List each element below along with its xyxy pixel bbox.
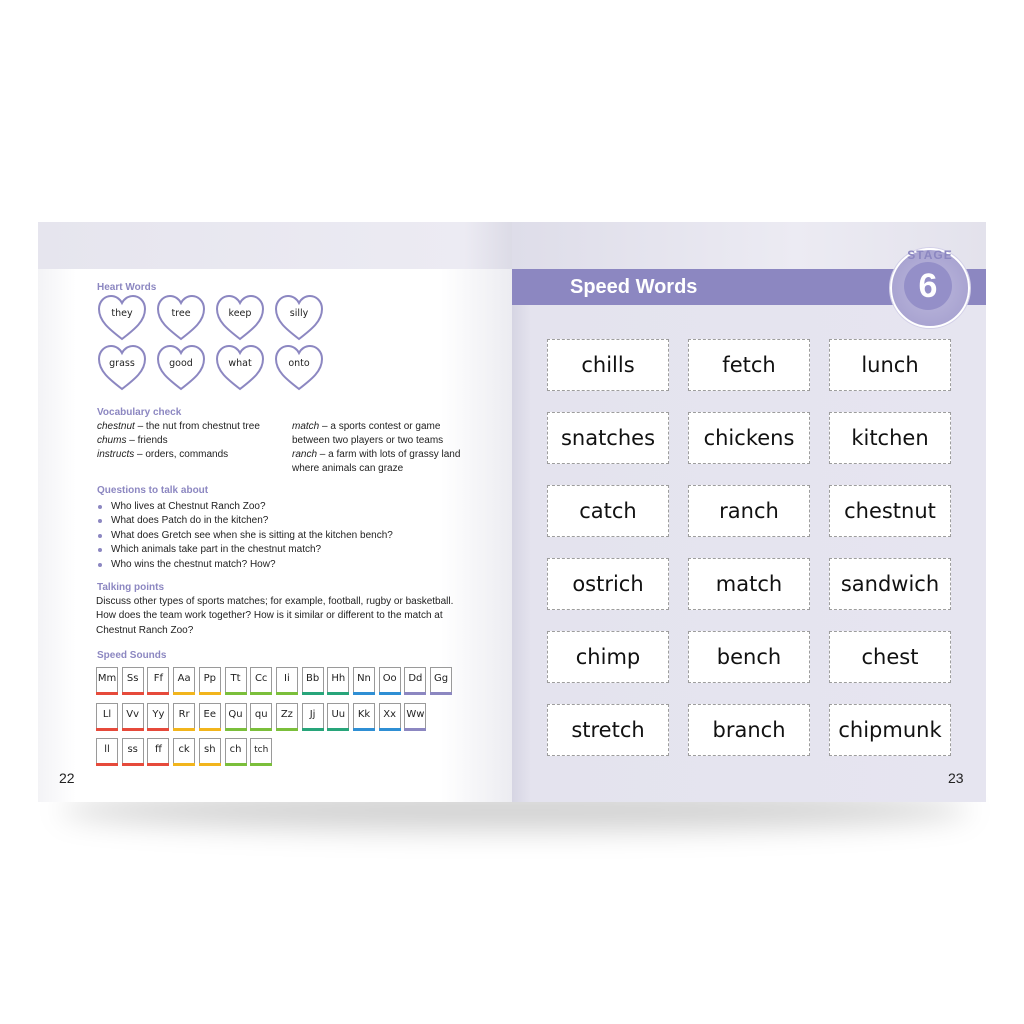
speed-sound-label: Dd — [408, 673, 423, 684]
speed-sound-label: Ii — [284, 673, 290, 684]
speed-sound-label: Ww — [406, 709, 425, 720]
speed-sound-tile — [147, 738, 169, 766]
speed-sounds-title: Speed Sounds — [97, 650, 167, 661]
speed-sound-color-bar — [327, 728, 349, 731]
page-number-left: 22 — [59, 770, 75, 786]
speed-sound-tile — [250, 667, 272, 695]
speed-sound-tile — [173, 667, 195, 695]
speed-sound-tile — [327, 667, 349, 695]
speed-sound-color-bar — [430, 692, 452, 695]
speed-word-card: chest — [829, 631, 951, 683]
speed-sound-label: Nn — [357, 673, 371, 684]
heart-word-label: grass — [109, 358, 135, 369]
speed-sound-label: Aa — [177, 673, 191, 684]
speed-sound-color-bar — [302, 728, 324, 731]
speed-word-card: catch — [547, 485, 669, 537]
open-book — [38, 222, 986, 802]
speed-sound-label: tch — [254, 745, 269, 755]
speed-word-card: sandwich — [829, 558, 951, 610]
speed-word-card: chestnut — [829, 485, 951, 537]
speed-sound-color-bar — [96, 692, 118, 695]
speed-sound-tile — [147, 667, 169, 695]
vocab-term: instructs — [97, 449, 135, 460]
speed-sound-color-bar — [147, 692, 169, 695]
speed-sound-color-bar — [199, 728, 221, 731]
speed-sound-tile — [173, 703, 195, 731]
speed-sound-label: Rr — [178, 709, 190, 720]
speed-sound-label: qu — [254, 709, 268, 720]
speed-sound-tile — [276, 703, 298, 731]
speed-sound-tile — [225, 738, 247, 766]
speed-sound-color-bar — [173, 763, 195, 766]
speed-sound-label: ff — [154, 744, 162, 755]
heart-word — [215, 294, 265, 342]
heart-word — [274, 294, 324, 342]
vocabulary-list-left — [97, 420, 287, 462]
speed-sound-color-bar — [96, 728, 118, 731]
heart-word — [274, 344, 324, 392]
speed-sound-tile — [173, 738, 195, 766]
speed-word-card: ostrich — [547, 558, 669, 610]
vocab-term: chums — [97, 435, 127, 446]
speed-sound-tile — [302, 703, 324, 731]
speed-sound-tile — [225, 667, 247, 695]
heart-word — [97, 344, 147, 392]
speed-sound-color-bar — [353, 692, 375, 695]
questions-title: Questions to talk about — [97, 485, 209, 496]
speed-word-card: stretch — [547, 704, 669, 756]
speed-word-card: chipmunk — [829, 704, 951, 756]
vocab-entry — [97, 434, 287, 448]
speed-sound-color-bar — [173, 692, 195, 695]
speed-sound-color-bar — [379, 728, 401, 731]
vocab-entry — [292, 448, 462, 476]
speed-sound-color-bar — [199, 763, 221, 766]
speed-sound-color-bar — [404, 692, 426, 695]
speed-sound-label: Oo — [382, 673, 397, 684]
speed-sound-tile — [327, 703, 349, 731]
heart-words-title: Heart Words — [97, 282, 157, 293]
vocabulary-list-right — [292, 420, 462, 476]
speed-sound-color-bar — [199, 692, 221, 695]
question-item: Who lives at Chestnut Ranch Zoo? — [96, 500, 466, 514]
speed-word-card: chickens — [688, 412, 810, 464]
speed-sound-label: Uu — [331, 709, 346, 720]
speed-word-card: chills — [547, 339, 669, 391]
question-item: Which animals take part in the chestnut match? — [96, 543, 466, 557]
speed-sound-label: ss — [127, 744, 138, 755]
speed-sound-label: Pp — [203, 673, 216, 684]
heart-word-label: tree — [171, 308, 191, 319]
speed-sound-tile — [379, 703, 401, 731]
heart-word-label: what — [228, 358, 252, 369]
speed-sound-color-bar — [225, 692, 247, 695]
speed-sound-color-bar — [250, 692, 272, 695]
vocab-term: match — [292, 421, 320, 432]
speed-word-card: fetch — [688, 339, 810, 391]
speed-sound-tile — [122, 667, 144, 695]
speed-sound-color-bar — [250, 728, 272, 731]
speed-word-card: branch — [688, 704, 810, 756]
question-item: Who wins the chestnut match? How? — [96, 558, 466, 572]
speed-sound-tile — [199, 667, 221, 695]
speed-word-card: snatches — [547, 412, 669, 464]
stage-label: STAGE — [907, 248, 953, 262]
speed-sound-tile — [250, 738, 272, 766]
heart-word-label: good — [169, 358, 193, 369]
speed-sound-color-bar — [250, 763, 272, 766]
heart-word-label: keep — [228, 308, 252, 319]
heart-word — [97, 294, 147, 342]
question-item: What does Patch do in the kitchen? — [96, 514, 466, 528]
speed-word-card: kitchen — [829, 412, 951, 464]
speed-sound-label: sh — [204, 744, 216, 755]
speed-sound-color-bar — [147, 763, 169, 766]
speed-sound-tile — [122, 703, 144, 731]
talking-points-text: Discuss other types of sports matches; for example, football, rugby or basketball. How does the team work together? How is it similar or different to the match at Chestnut Ranch Zoo? — [96, 596, 454, 636]
speed-sound-color-bar — [379, 692, 401, 695]
question-item: What does Gretch see when she is sitting at the kitchen bench? — [96, 529, 466, 543]
speed-sound-tile — [225, 703, 247, 731]
speed-sound-tile — [276, 667, 298, 695]
speed-sound-tile — [353, 703, 375, 731]
speed-sound-label: Tt — [230, 673, 241, 684]
speed-sound-label: ch — [229, 744, 242, 755]
speed-sound-label: Ss — [126, 673, 139, 684]
heart-word-label: onto — [288, 358, 310, 369]
vocab-definition: – orders, commands — [134, 449, 229, 460]
speed-sound-color-bar — [225, 728, 247, 731]
speed-sound-label: Cc — [254, 673, 268, 684]
speed-sound-tile — [96, 703, 118, 731]
page-number-right: 23 — [948, 770, 964, 786]
speed-sound-tile — [250, 703, 272, 731]
speed-sound-color-bar — [122, 763, 144, 766]
vocab-definition: – a farm with lots of grassy land where animals can graze — [292, 449, 461, 474]
speed-sound-color-bar — [147, 728, 169, 731]
stage-badge — [890, 248, 970, 328]
speed-sound-color-bar — [173, 728, 195, 731]
vocab-entry — [292, 420, 462, 448]
speed-sound-label: ll — [104, 744, 110, 755]
speed-sound-label: ck — [178, 744, 190, 755]
speed-sound-tile — [96, 667, 118, 695]
speed-sound-color-bar — [302, 692, 324, 695]
speed-sound-tile — [199, 738, 221, 766]
talking-points-title: Talking points — [97, 582, 165, 593]
heart-word — [156, 344, 206, 392]
speed-sound-tile — [96, 738, 118, 766]
vocab-definition: – a sports contest or game between two players or two teams — [292, 421, 444, 446]
vocab-term: chestnut — [97, 421, 135, 432]
speed-sound-label: Vv — [126, 709, 140, 720]
speed-sound-color-bar — [353, 728, 375, 731]
speed-sound-color-bar — [327, 692, 349, 695]
heart-word — [215, 344, 265, 392]
speed-sound-label: Bb — [305, 673, 320, 684]
left-page — [38, 222, 512, 802]
vocab-definition: – friends — [126, 435, 168, 446]
speed-word-card: ranch — [688, 485, 810, 537]
vocab-term: ranch — [292, 449, 318, 460]
speed-word-card: match — [688, 558, 810, 610]
speed-sound-color-bar — [225, 763, 247, 766]
speed-sound-tile — [147, 703, 169, 731]
speed-sound-label: Xx — [383, 709, 397, 720]
speed-sound-label: Jj — [309, 709, 316, 720]
heart-word-label: they — [111, 308, 133, 319]
speed-sound-label: Zz — [280, 709, 293, 720]
speed-sound-tile — [122, 738, 144, 766]
speed-sound-label: Kk — [357, 709, 371, 720]
speed-sound-label: Ll — [102, 709, 112, 720]
speed-sound-tile — [199, 703, 221, 731]
speed-sound-label: Gg — [434, 673, 449, 684]
speed-sound-tile — [430, 667, 452, 695]
speed-sound-tile — [302, 667, 324, 695]
speed-sound-label: Ee — [203, 709, 217, 720]
banner-title: Speed Words — [570, 276, 698, 298]
right-page — [512, 222, 986, 802]
vocab-entry — [97, 420, 287, 434]
vocab-entry — [97, 448, 287, 462]
speed-sound-color-bar — [122, 728, 144, 731]
speed-sound-label: Hh — [331, 673, 346, 684]
speed-sound-label: Mm — [97, 673, 117, 684]
speed-sound-color-bar — [276, 728, 298, 731]
speed-word-card: chimp — [547, 631, 669, 683]
questions-list — [96, 500, 466, 572]
heart-word — [156, 294, 206, 342]
speed-sound-label: Yy — [152, 709, 165, 720]
speed-word-card: lunch — [829, 339, 951, 391]
stage-number: 6 — [904, 262, 952, 310]
heart-word-label: silly — [289, 308, 309, 319]
speed-word-card: bench — [688, 631, 810, 683]
speed-sound-color-bar — [404, 728, 426, 731]
vocab-definition: – the nut from chestnut tree — [134, 421, 260, 432]
speed-sound-color-bar — [276, 692, 298, 695]
vocabulary-title: Vocabulary check — [97, 407, 182, 418]
left-page-top-band — [38, 222, 512, 269]
speed-sound-color-bar — [96, 763, 118, 766]
speed-sound-tile — [404, 703, 426, 731]
speed-sound-label: Qu — [228, 709, 243, 720]
speed-sound-tile — [404, 667, 426, 695]
speed-sound-tile — [353, 667, 375, 695]
speed-sound-label: Ff — [153, 673, 164, 684]
speed-sound-color-bar — [122, 692, 144, 695]
speed-sound-tile — [379, 667, 401, 695]
